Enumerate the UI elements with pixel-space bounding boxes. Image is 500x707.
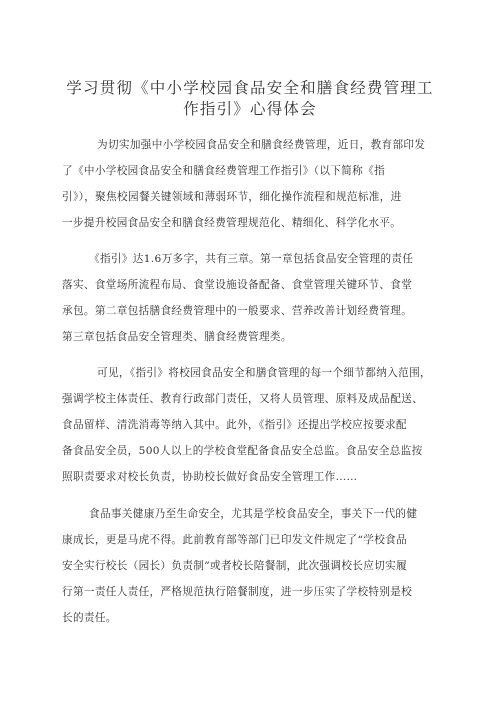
paragraph-2-line-4: 第三章包括食品安全管理类、膳食经费管理类。: [62, 331, 292, 343]
paragraph-3-line-3: 食品留样、清洗消毒等纳入其中。此外，《指引》还提出学校应按要求配: [62, 419, 407, 431]
paragraph-4-line-3: 安全实行校长（园长）负责制”或者校长陪餐制，此次强调校长应切实履: [62, 560, 408, 572]
paragraph-4-line-2: 康成长，更是马虎不得。此前教育部等部门已印发文件规定了“学校食品: [62, 534, 408, 546]
paragraph-4-line-5: 长的责任。: [62, 612, 117, 624]
paragraph-1-line-1: 为切实加强中小学校园食品安全和膳食经费管理，近日，教育部印发: [97, 139, 426, 151]
paragraph-1-line-4: 一步提升校园食品安全和膳食经费管理规范化、精细化、科学化水平。: [62, 217, 402, 229]
paragraph-2-line-3: 承包。第二章包括膳食经费管理中的一般要求、营养改善计划经费管理。: [62, 305, 413, 317]
paragraph-1-line-3: 引》），聚焦校园餐关键领域和薄弱环节，细化操作流程和规范标准，进: [62, 191, 402, 203]
paragraph-3-line-5: 照职责要求对校长负责，协助校长做好食品安全管理工作……: [62, 471, 358, 483]
paragraph-3-line-2: 强调学校主体责任、教育行政部门责任，又将人员管理、原料及成品配送、: [62, 393, 424, 405]
paragraph-2-line-1: 《指引》达1.6万多字，共有三章。第一章包括食品安全管理的责任: [89, 253, 414, 265]
paragraph-4-line-4: 行第一责任人责任，严格规范执行陪餐制度，进一步压实了学校特别是校: [62, 586, 413, 598]
document-title-line-2: 作指引》心得体会: [183, 100, 317, 118]
document-title-line-1: 学习贯彻《中小学校园食品安全和膳食经费管理工: [66, 79, 434, 97]
paragraph-3-line-4: 备食品安全员，500人以上的学校食堂配备食品安全总监。食品安全总监按: [62, 445, 423, 457]
paragraph-1-line-2: 了《中小学校园食品安全和膳食经费管理工作指引》（以下简称《指: [62, 165, 386, 177]
paragraph-4-line-1: 食品事关健康乃至生命安全，尤其是学校食品安全，事关下一代的健: [89, 508, 418, 520]
paragraph-2-line-2: 落实、食堂场所流程布局、食堂设施设备配备、食堂管理关键环节、食堂: [62, 279, 413, 291]
paragraph-3-line-1: 可见，《指引》将校园食品安全和膳食管理的每一个细节都纳入范围，: [97, 367, 431, 379]
